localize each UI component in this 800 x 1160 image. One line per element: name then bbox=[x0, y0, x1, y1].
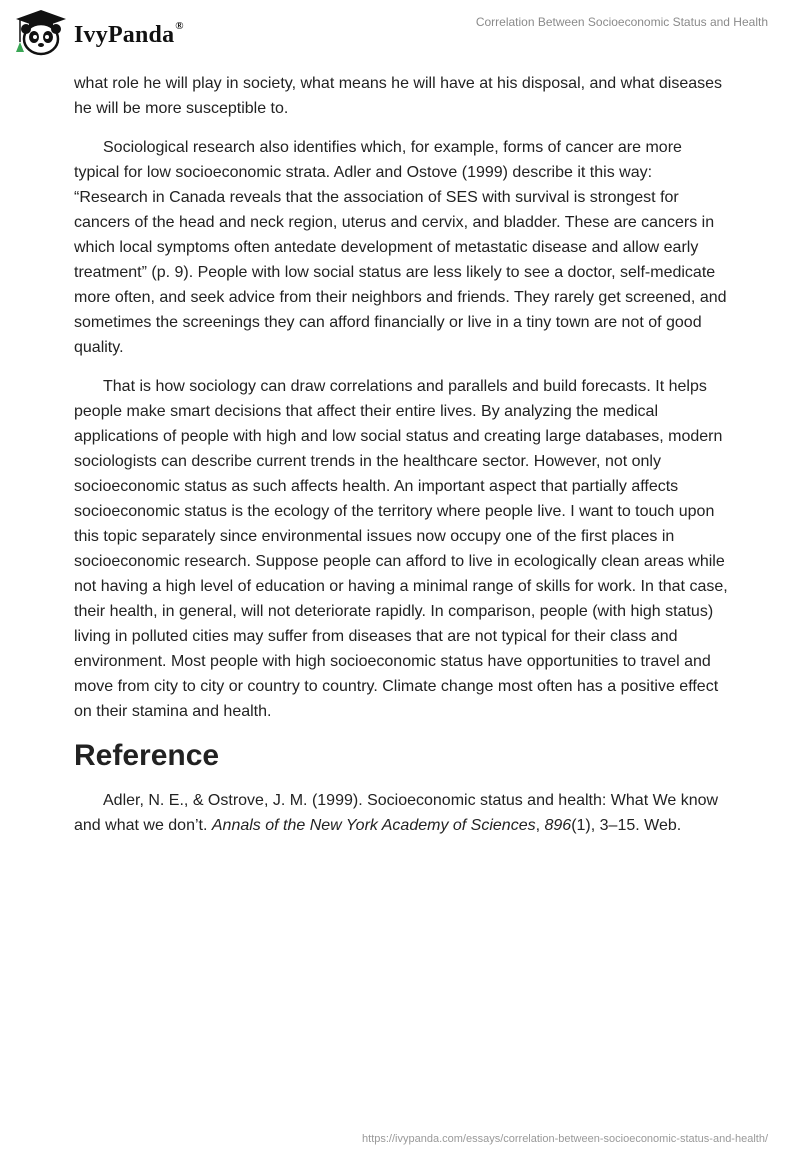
paragraph: Sociological research also identifies which, for example, forms of cancer are more typical for low socioeconomic strata. Adler and Ostove (1999) describe it this way: “Research in Canada reveals that the association of SES with survival is strongest for cancers of the head and neck region, uterus and cervix, and bladder. These are cancers in which local symptoms often antedate development of metastatic disease and allow early treatment” (p. 9). People with low social status are less likely to see a doctor, self-medicate more often, and seek advice from their neighbors and friends. They rarely get screened, and sometimes the screenings they can afford financially or live in a tiny town are not of good quality. bbox=[74, 139, 727, 356]
source-url[interactable]: https://ivypanda.com/essays/correlation-between-socioeconomic-status-and-health/ bbox=[362, 1133, 768, 1145]
essay-body bbox=[74, 71, 728, 852]
journal-title: Annals of the New York Academy of Sciences bbox=[211, 817, 536, 834]
reference-heading: Reference bbox=[74, 739, 220, 772]
brand-name: IvyPanda® bbox=[74, 19, 184, 48]
document-title: Correlation Between Socioeconomic Status and Health bbox=[475, 15, 768, 29]
page-header bbox=[0, 0, 800, 68]
brand-logo[interactable] bbox=[14, 8, 184, 58]
reference-entry: Adler, N. E., & Ostrove, J. M. (1999). Socioeconomic status and health: What We know and what we don’t. Annals of the New York Academy of Sciences, 896(1), 3–15. Web. bbox=[74, 792, 719, 834]
journal-volume: 896 bbox=[544, 817, 572, 834]
paragraph: what role he will play in society, what means he will have at his disposal, and what diseases he will be more susceptible to. bbox=[74, 75, 723, 117]
panda-logo-icon bbox=[14, 8, 68, 58]
paragraph: That is how sociology can draw correlations and parallels and build forecasts. It helps people make smart decisions that affect their entire lives. By analyzing the medical applications of people with high and low social status and creating large databases, modern sociologists can describe current trends in the healthcare sector. However, not only socioeconomic status as such affects health. An important aspect that partially affects socioeconomic status is the ecology of the territory where people live. I want to touch upon this topic separately since environmental issues now occupy one of the first places in socioeconomic research. Suppose people can afford to live in ecologically clean areas while not having a high level of education or having a minimal range of skills for work. In that case, their health, in general, will not deteriorate rapidly. In comparison, people (with high status) living in polluted cities may suffer from diseases that are not typical for their class and environment. Most people with high socioeconomic status have opportunities to travel and move from city to city or country to country. Climate change most often has a positive effect on their stamina and health. bbox=[74, 378, 728, 720]
